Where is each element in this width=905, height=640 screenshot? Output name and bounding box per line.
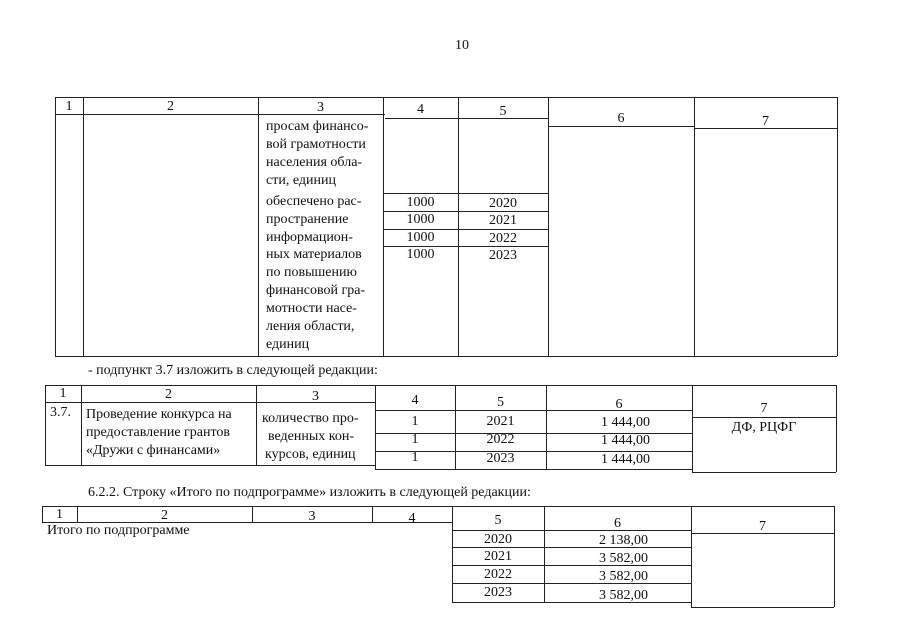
table1-col3-line: ных материалов [266,247,362,262]
table2-year: 2022 [486,432,515,447]
table3-header-6: 6 [614,516,621,531]
table3-header-4: 4 [408,511,416,526]
table1-col3-line: информацион- [266,230,353,245]
instruction-text: 6.2.2. Строку «Итого по подпрограмме» изложить в следующей редакции: [88,485,531,500]
table2-name-line: «Дружи с финансами» [86,443,221,458]
table1-col3-line: населения обла- [266,155,363,170]
table1-value: 1000 [406,247,435,262]
item-number: 3.7. [50,405,71,420]
table2-header-2: 2 [165,387,172,402]
table1-col3-line: ления области, [266,319,355,334]
table2-name-line: Проведение конкурса на [86,407,232,422]
table1-header-1: 1 [65,99,73,114]
table1-value: 1000 [406,230,435,245]
table3-year: 2023 [484,585,512,600]
table1-year: 2021 [489,213,517,228]
table2-count: 1 [411,450,419,465]
table2-year: 2023 [486,451,515,466]
table1-col3-line: обеспечено рас- [266,194,362,209]
table3-header-2: 2 [161,508,168,523]
table1-value: 1000 [406,195,435,210]
table1-year: 2022 [489,231,517,246]
table1-header-7: 7 [762,114,769,129]
table2-header-7: 7 [760,401,768,416]
executor: ДФ, РЦФГ [731,420,797,435]
table1-header-3: 3 [317,100,324,115]
table3-header-5: 5 [494,513,502,528]
table3-amount: 3 582,00 [599,588,648,603]
table1-col3-line: мотности насе- [266,301,357,316]
table1-col3-line: вой грамотности [266,137,366,152]
table1-col3-line: финансовой гра- [266,283,366,298]
table3-amount: 3 582,00 [599,569,648,584]
table3-year: 2022 [484,567,512,582]
table3-header-3: 3 [308,509,316,524]
table2-count: 1 [411,414,419,429]
table2-amount: 1 444,00 [601,415,650,430]
table2-header-1: 1 [59,386,67,401]
table2-header-6: 6 [615,397,623,412]
table1-col3-line: по повышению [266,265,357,280]
table2-header-5: 5 [497,395,504,410]
table1-header-6: 6 [617,111,625,126]
table1-col3-line: просам финансо- [266,119,369,134]
page-number: 10 [455,38,469,53]
table1-year: 2020 [489,196,517,211]
table1-value: 1000 [406,212,435,227]
table3-year: 2021 [484,549,512,564]
table2-name-line: предоставление грантов [86,425,231,440]
table2-header-3: 3 [312,389,319,404]
table2-amount: 1 444,00 [601,433,650,448]
table3-header-1: 1 [56,507,63,522]
table1-header-4: 4 [417,102,424,117]
table2-indicator-line: количество про- [262,411,359,426]
table3-amount: 3 582,00 [599,551,648,566]
table2-count: 1 [411,432,419,447]
table1-col3-line: пространение [266,212,349,227]
table1-year: 2023 [489,248,517,263]
table1-header-5: 5 [499,104,507,119]
table2-amount: 1 444,00 [601,452,650,467]
table1-col3-line: сти, единиц [266,173,336,188]
table3-header-7: 7 [759,519,766,534]
total-label: Итого по подпрограмме [47,523,190,538]
table2-year: 2021 [486,414,515,429]
table1-col3-line: единиц [266,337,310,352]
table2-header-4: 4 [411,393,419,408]
table1-header-2: 2 [167,99,174,114]
instruction-text: - подпункт 3.7 изложить в следующей редакции: [88,363,378,378]
table3-amount: 2 138,00 [599,533,648,548]
table3-year: 2020 [484,532,512,547]
table2-indicator-line: веденных кон- [268,429,355,444]
table2-indicator-line: курсов, единиц [265,447,356,462]
